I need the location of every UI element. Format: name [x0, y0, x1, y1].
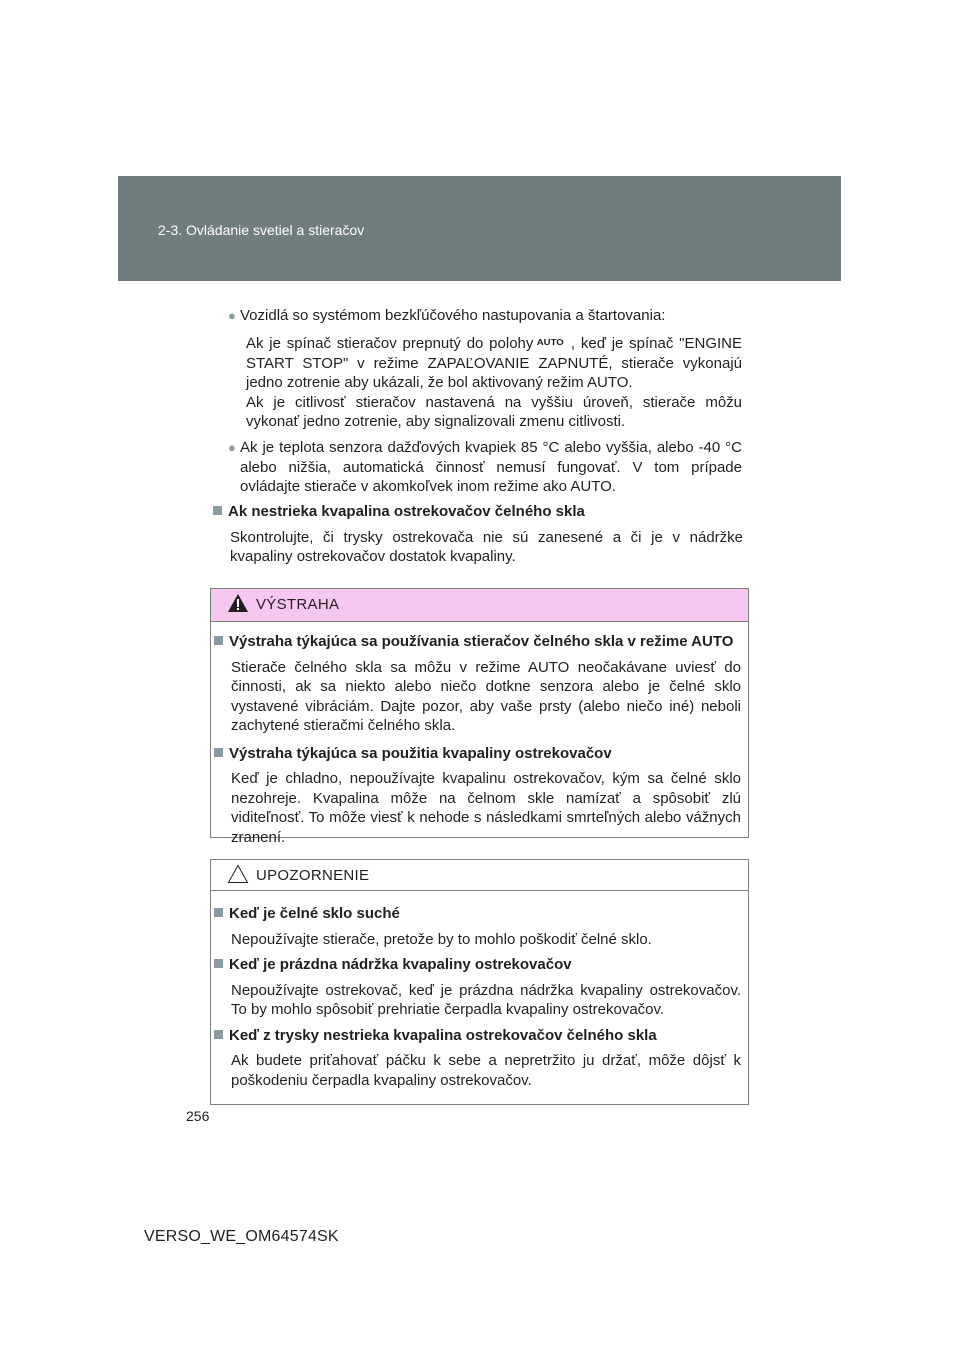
keyless-p2: Ak je citlivosť stieračov nastavená na vyššiu úroveň, stierače môžu vykonať jedno zotrenie, aby signalizovali zmenu citlivosti.	[246, 393, 742, 430]
caution-s3-text: Ak budete priťahovať páčku k sebe a nepretržito ju držať, môže dôjsť k poškodeniu čerpadla kvapaliny ostrekovačov.	[231, 1052, 741, 1089]
warning-box	[210, 588, 749, 846]
page-number: 256	[186, 1108, 210, 1124]
warning-header	[211, 589, 748, 622]
keyless-paragraph	[246, 333, 742, 432]
square-bullet-icon	[214, 908, 223, 917]
washer-title: Ak nestrieka kvapalina ostrekovačov čelného skla	[228, 503, 585, 520]
warning-s2-text: Keď je chladno, nepoužívajte kvapalinu ostrekovačov, kým sa čelné sklo nezohreje. Kvapalina môže na čelnom skle namízať a spôsobiť zlú viditeľnosť. To môže viesť k nehode s následkami smrteľných alebo vážnych zranení.	[231, 770, 741, 846]
square-bullet-icon	[214, 959, 223, 968]
temperature-item	[228, 438, 742, 497]
caution-triangle-icon	[227, 864, 249, 884]
warning-s2-title: Výstraha týkajúca sa použitia kvapaliny ostrekovačov	[229, 744, 612, 762]
caution-s2-title: Keď je prázdna nádržka kvapaliny ostrekovačov	[229, 956, 572, 973]
keyless-title: Vozidlá so systémom bezkľúčového nastupovania a štartovania:	[240, 307, 666, 324]
keyless-p1-post: , keď je spínač "ENGINE START STOP" v režime ZAPAĽOVANIE ZAPNUTÉ, stierače vykonajú jedno zotrenie aby ukázali, že bol aktivovaný režim AUTO.	[246, 335, 742, 391]
section-title: 2-3. Ovládanie svetiel a stieračov	[158, 222, 365, 238]
auto-symbol-icon: AUTO	[537, 338, 565, 347]
document-code: VERSO_WE_OM64574SK	[144, 1228, 339, 1245]
square-bullet-icon	[214, 748, 223, 757]
temperature-text: Ak je teplota senzora dažďových kvapiek 85 °C alebo vyššia, alebo -40 °C alebo nižšia, automatická činnosť nemusí fungovať. V tom prípade ovládajte stierače v akomkoľvek inom režime ako AUTO.	[240, 439, 742, 495]
caution-header	[211, 860, 748, 891]
header-band	[118, 176, 841, 281]
caution-s1-text: Nepoužívajte stierače, pretože by to mohlo poškodiť čelné sklo.	[231, 930, 652, 948]
warning-triangle-icon	[227, 593, 249, 613]
caution-s2-text: Nepoužívajte ostrekovač, keď je prázdna nádržka kvapaliny ostrekovačov. To by mohlo spôsobiť prehriatie čerpadla kvapaliny ostrekovačov.	[231, 981, 741, 1018]
warning-label: VÝSTRAHA	[256, 596, 340, 613]
keyless-item	[228, 306, 748, 326]
caution-s3-title: Keď z trysky nestrieka kvapalina ostrekovačov čelného skla	[229, 1026, 657, 1044]
washer-text: Skontrolujte, či trysky ostrekovača nie sú zanesené a či je v nádržke kvapaliny ostrekovačov dostatok kvapaliny.	[230, 528, 743, 565]
washer-subsection	[213, 502, 743, 567]
bullet-icon: ●	[228, 308, 236, 323]
caution-label: UPOZORNENIE	[256, 867, 370, 884]
square-bullet-icon	[213, 506, 222, 515]
caution-box	[210, 859, 749, 1105]
caution-s1-title: Keď je čelné sklo suché	[229, 905, 400, 922]
bullet-icon: ●	[228, 440, 236, 455]
square-bullet-icon	[214, 1030, 223, 1039]
square-bullet-icon	[214, 636, 223, 645]
warning-s1-text: Stierače čelného skla sa môžu v režime AUTO neočakávane uviesť do činnosti, ak sa niekto alebo niečo dotkne senzora alebo je čelné sklo vystavené vibráciám. Dajte pozor, aby vaše prsty (alebo niečo iné) neboli zachytené stieračmi čelného skla.	[231, 658, 741, 734]
warning-s1-title: Výstraha týkajúca sa používania stieračov čelného skla v režime AUTO	[229, 633, 734, 650]
keyless-p1-pre: Ak je spínač stieračov prepnutý do polohy	[246, 335, 534, 352]
